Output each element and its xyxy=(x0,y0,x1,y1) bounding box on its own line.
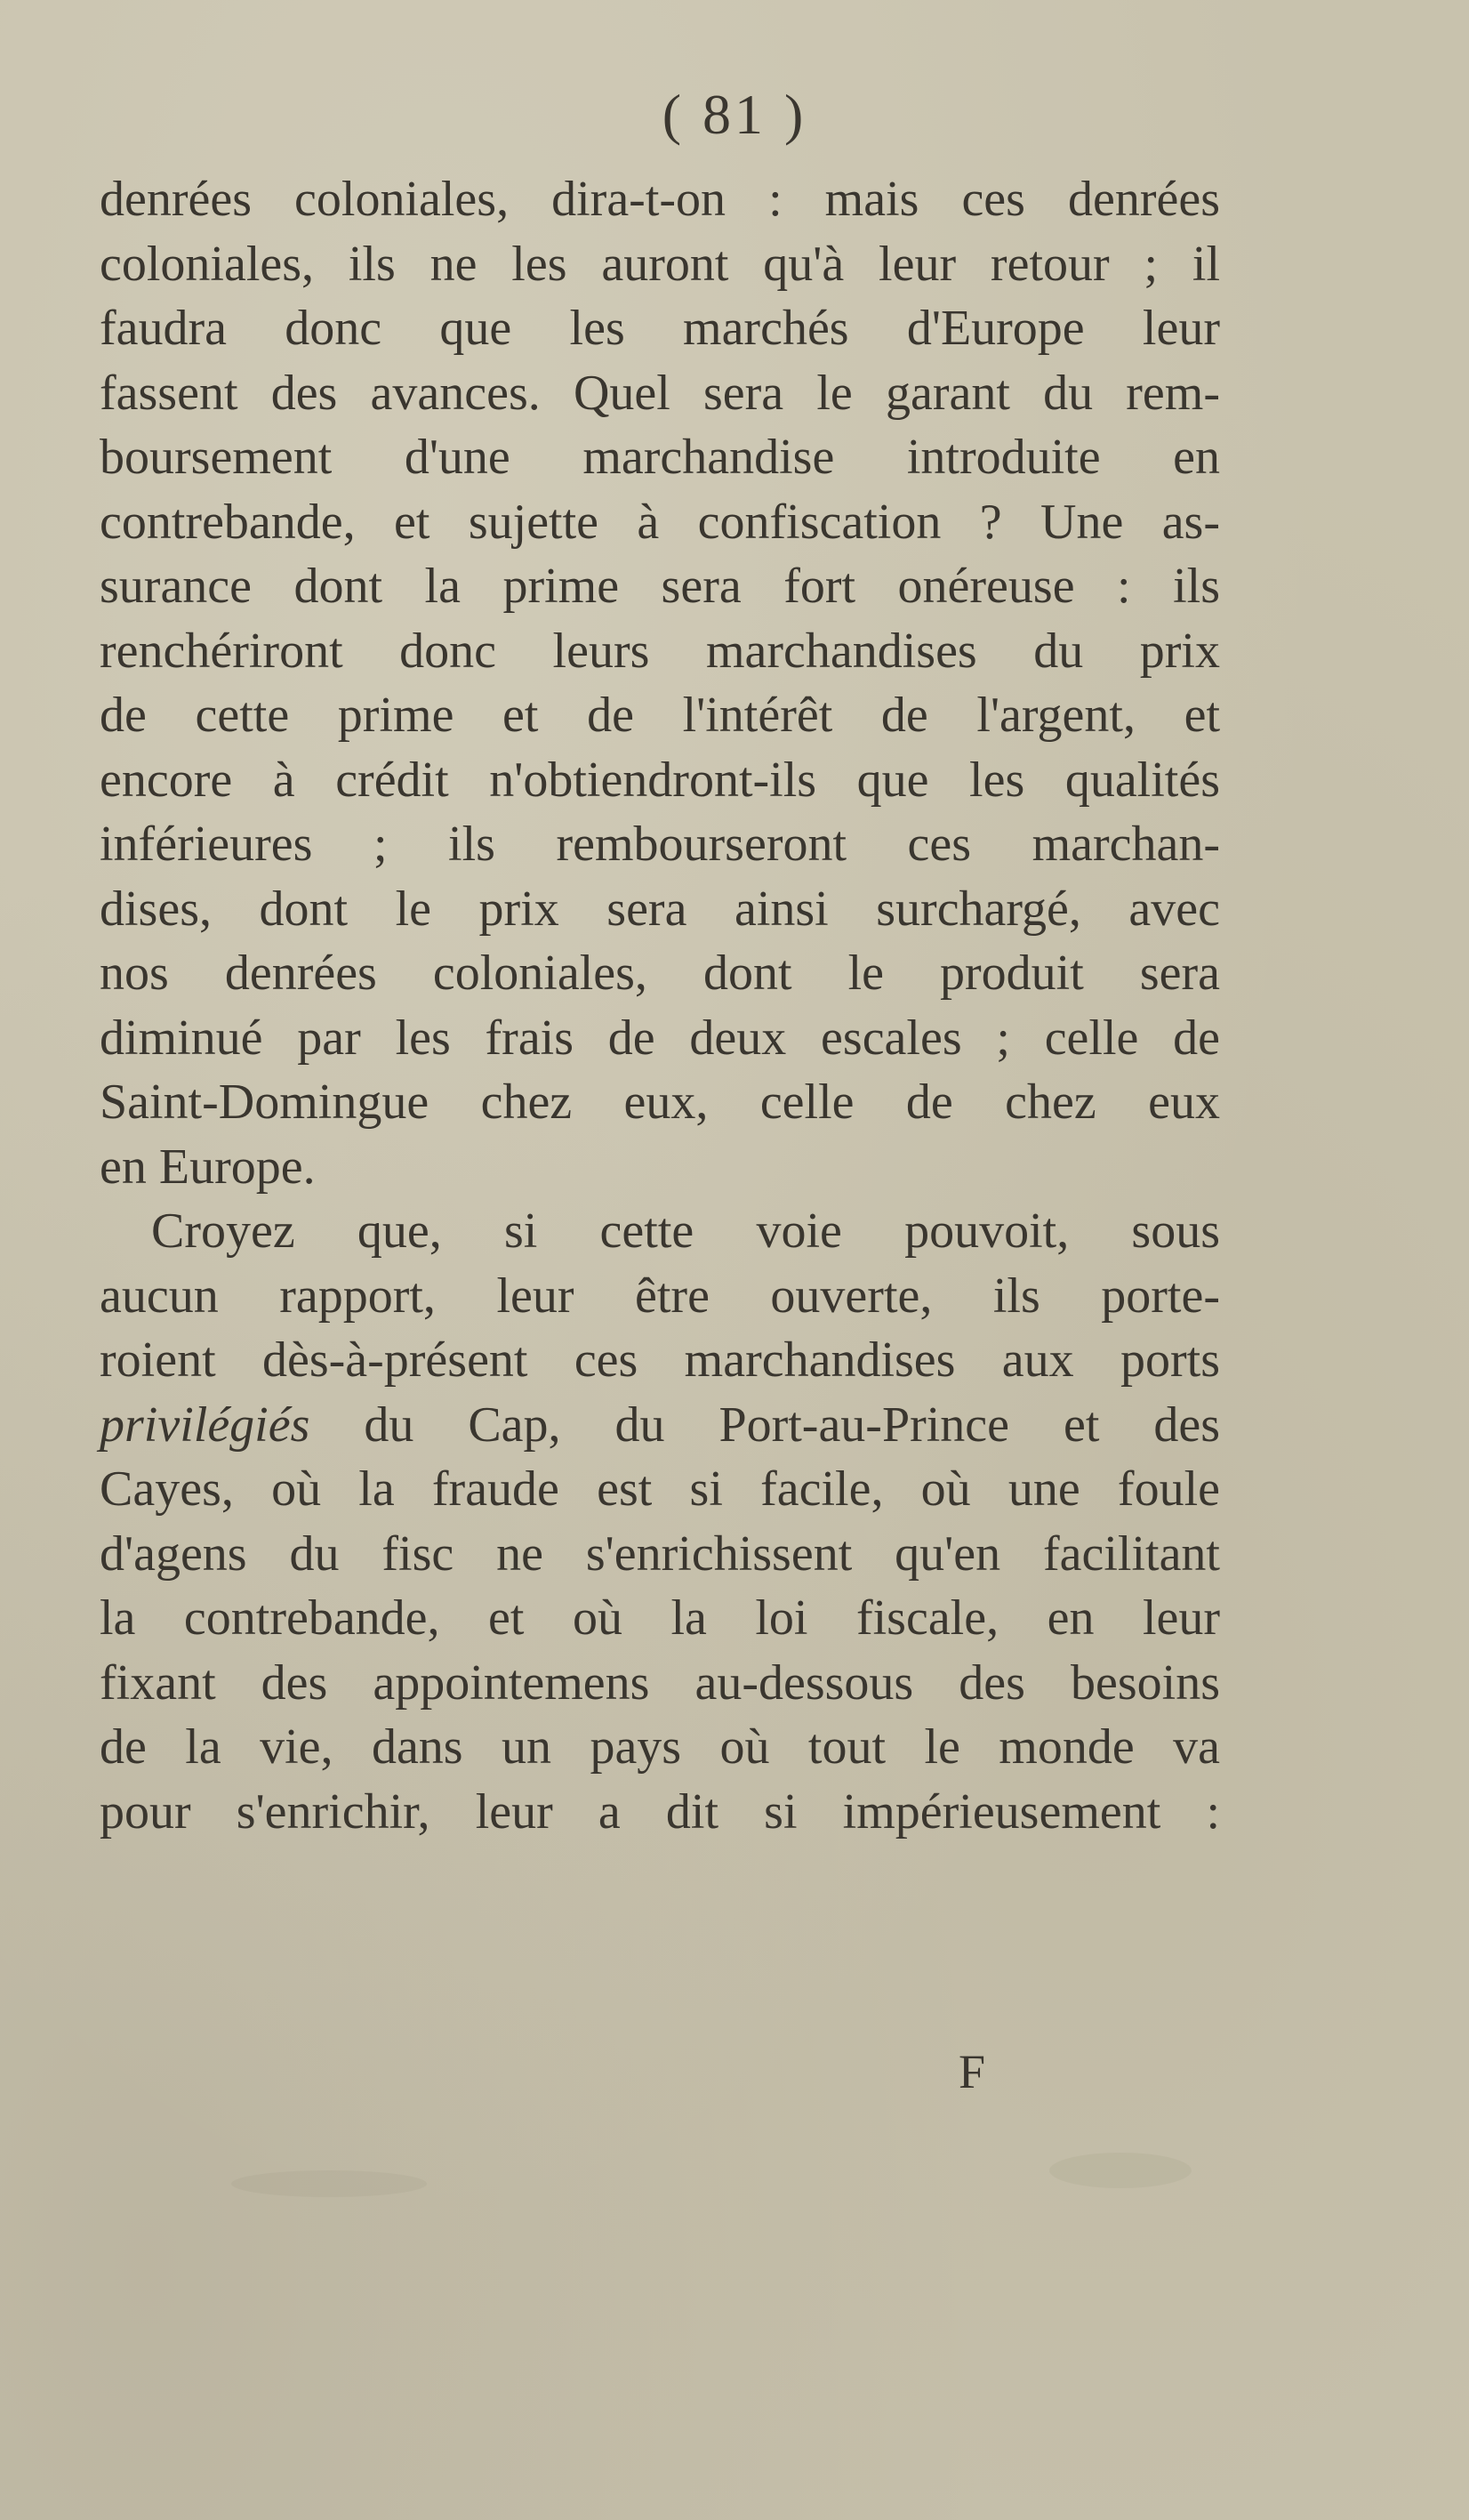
text-line: boursement d'une marchandise introduite en xyxy=(100,430,1220,485)
body-text xyxy=(100,167,1220,1844)
italic-word: privilégiés xyxy=(100,1397,310,1453)
text-line: surance dont la prime sera fort onéreuse : ils xyxy=(100,559,1220,614)
signature-mark: F xyxy=(959,2045,986,2098)
paper-stain xyxy=(1049,2153,1192,2188)
text-line: denrées coloniales, dira-t-on : mais ces denrées xyxy=(100,172,1220,227)
text-line: la contrebande, et où la loi fiscale, en leur xyxy=(100,1590,1220,1646)
text-line: roient dès-à-présent ces marchandises aux ports xyxy=(100,1332,1220,1388)
text-line: de la vie, dans un pays où tout le monde va xyxy=(100,1719,1220,1775)
paper-stain xyxy=(231,2170,427,2197)
text-line: renchériront donc leurs marchandises du prix xyxy=(100,623,1220,679)
text-line: faudra donc que les marchés d'Europe leur xyxy=(100,301,1220,356)
text-line: Saint-Domingue chez eux, celle de chez eux xyxy=(100,1075,1220,1130)
text-line: contrebande, et sujette à confiscation ? Une as- xyxy=(100,494,1220,550)
text-line: encore à crédit n'obtiendront-ils que les qualités xyxy=(100,752,1220,808)
text-line: de cette prime et de l'intérêt de l'argent, et xyxy=(100,688,1220,743)
text-line: aucun rapport, leur être ouverte, ils porte- xyxy=(100,1268,1220,1324)
text-line: inférieures ; ils rembourseront ces marchan- xyxy=(100,817,1220,872)
text-line: fixant des appointemens au-dessous des besoins xyxy=(100,1655,1220,1711)
text-line: diminué par les frais de deux escales ; celle de xyxy=(100,1010,1220,1066)
text-line: Croyez que, si cette voie pouvoit, sous xyxy=(151,1204,1220,1259)
text-line: dises, dont le prix sera ainsi surchargé, avec xyxy=(100,881,1220,937)
text-line-with-italic xyxy=(100,1393,1220,1458)
text-line: pour s'enrichir, leur a dit si impérieusement : xyxy=(100,1783,1220,1840)
text-line: nos denrées coloniales, dont le produit sera xyxy=(100,946,1220,1001)
text-line: fassent des avances. Quel sera le garant du rem- xyxy=(100,365,1220,421)
text-line: coloniales, ils ne les auront qu'à leur retour ; il xyxy=(100,236,1220,292)
text-line: Cayes, où la fraude est si facile, où une foule xyxy=(100,1461,1220,1517)
text-line: d'agens du fisc ne s'enrichissent qu'en facilitant xyxy=(100,1526,1220,1582)
text-line: en Europe. xyxy=(100,1139,316,1195)
page-number: ( 81 ) xyxy=(662,83,807,146)
text-line-rest: du Cap, du Port-au-Prince et des xyxy=(364,1397,1220,1453)
